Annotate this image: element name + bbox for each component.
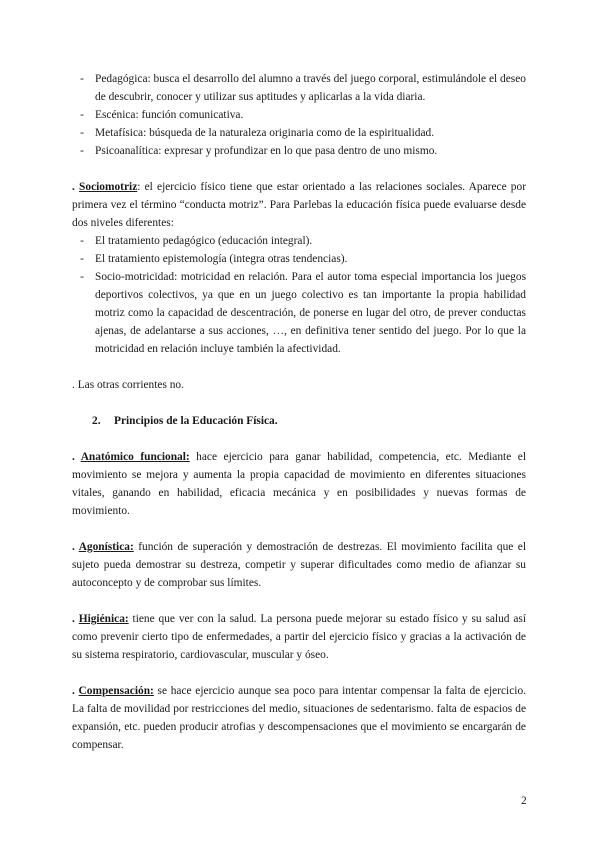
principle-term: Compensación: [78, 685, 154, 697]
principle-paragraph [72, 610, 526, 664]
dash-bullet: - [80, 73, 84, 85]
corrientes-list [72, 70, 526, 160]
document-page [72, 70, 526, 754]
principle-text: se hace ejercicio aunque sea poco para intentar compensar la falta de ejercicio. La falta de movilidad por restricciones del medio, situaciones de sedentarismo. falta de espacios de expansión, etc. pueden producir atrofias y descompensaciones que el movimiento se encargarán de compensar. [72, 685, 526, 751]
list-item-text: Escénica: función comunicativa. [95, 109, 244, 121]
principle-term: Anatómico funcional: [80, 451, 190, 463]
principle-text: tiene que ver con la salud. La persona puede mejorar su estado físico y su salud así como prevenir cierto tipo de enfermedades, a partir del ejercicio físico y gracias a la activación de su sistema respiratorio, cardiovascular, muscular y óseo. [72, 613, 526, 661]
principle-term: Higiénica: [78, 613, 129, 625]
list-item-text: Psicoanalítica: expresar y profundizar en lo que pasa dentro de uno mismo. [95, 145, 438, 157]
principle-text: función de superación y demostración de destrezas. El movimiento facilita que el sujeto pueda demostrar su destreza, competir y superar dificultades como medio de afianzar su autoconcepto y de comprobar sus límites. [72, 541, 526, 589]
list-item [72, 268, 526, 358]
dash-bullet: - [80, 235, 84, 247]
list-item-text: Socio-motricidad: motricidad en relación. Para el autor toma especial importancia los juegos deportivos colectivos, ya que en un juego colectivo es tan importante la propia habilidad motriz como la capacidad de descentración, de ponerse en lugar del otro, de prever conductas ajenas, de adelantarse a sus acciones, …, en definitiva tener sentido del juego. Por lo que la motricidad en relación incluye también la afectividad. [95, 271, 526, 355]
dash-bullet: - [80, 109, 84, 121]
paragraph-prefix: . [72, 685, 79, 697]
list-item-text: El tratamiento pedagógico (educación integral). [95, 235, 313, 247]
sociomotriz-list [72, 232, 526, 358]
list-item [72, 250, 526, 268]
sociomotriz-paragraph [72, 178, 526, 232]
page-number: 2 [521, 795, 527, 807]
sociomotriz-text: : el ejercicio físico tiene que estar orientado a las relaciones sociales. Aparece por primera vez el término “conducta motriz”. Para Parlebas la educación física puede evaluarse desde dos niveles diferentes: [72, 181, 526, 229]
principle-text: hace ejercicio para ganar habilidad, competencia, etc. Mediante el movimiento se mejora y aumenta la propia capacidad de movimiento en diferentes situaciones vitales, ganando en habilidad, eficacia mecánica y en posibilidades y nuevas formas de movimiento. [72, 451, 526, 517]
principle-term: Agonística: [78, 541, 134, 553]
list-item [72, 142, 526, 160]
principle-paragraph [72, 682, 526, 754]
paragraph-prefix: . [72, 541, 79, 553]
list-item [72, 106, 526, 124]
list-item-text: El tratamiento epistemología (integra otras tendencias). [95, 253, 348, 265]
list-item-text: Metafísica: búsqueda de la naturaleza originaria como de la espiritualidad. [95, 127, 435, 139]
sociomotriz-term: Sociomotriz [79, 181, 138, 193]
list-item [72, 232, 526, 250]
dash-bullet: - [80, 127, 84, 139]
paragraph-prefix: . [72, 451, 81, 463]
list-item [72, 124, 526, 142]
otras-corrientes: . Las otras corrientes no. [72, 379, 184, 391]
section-heading [72, 412, 526, 430]
dash-bullet: - [80, 253, 84, 265]
principle-paragraph [72, 448, 526, 520]
paragraph-prefix: . [72, 181, 80, 193]
list-item [72, 70, 526, 106]
section-number: 2. [92, 415, 101, 427]
dash-bullet: - [80, 145, 84, 157]
dash-bullet: - [80, 271, 84, 283]
list-item-text: Pedagógica: busca el desarrollo del alumno a través del juego corporal, estimulándole el deseo de descubrir, conocer y utilizar sus aptitudes y aplicarlas a la vida diaria. [95, 73, 526, 103]
principle-paragraph [72, 538, 526, 592]
section-title: Principios de la Educación Física. [114, 415, 278, 427]
paragraph-prefix: . [72, 613, 79, 625]
